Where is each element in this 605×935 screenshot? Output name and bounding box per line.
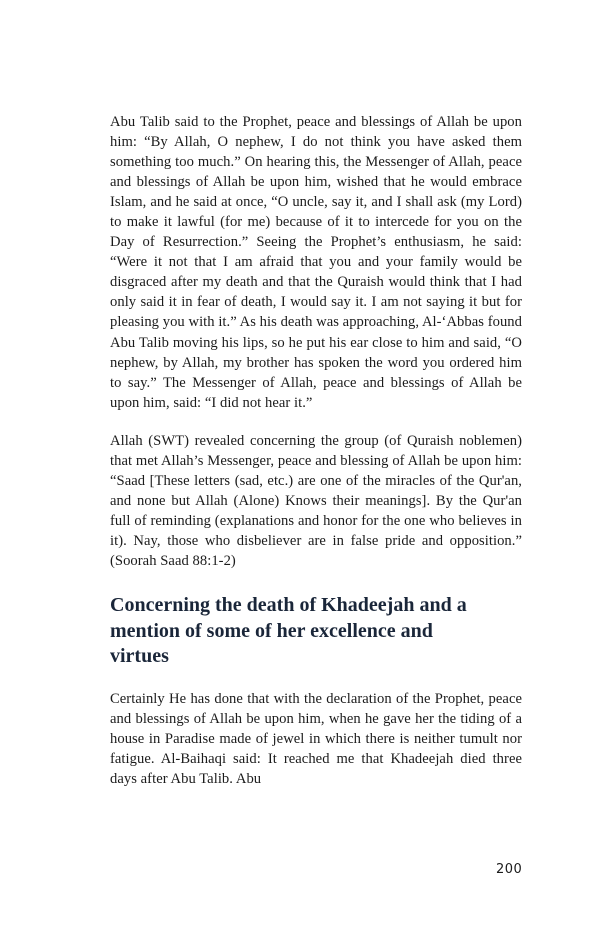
section-heading: Concerning the death of Khadeejah and a mention of some of her excellence and virtues (110, 594, 467, 668)
paragraph-abu-talib: Abu Talib said to the Prophet, peace and blessings of Allah be upon him: “By Allah, O nephew, I do not think you have asked them something too much.” On hearing this, the Messenger of Allah, peace and blessings of Allah be upon him, wished that he would embrace Islam, and he said at once, “O uncle, say it, and I shall ask (my Lord) to make it lawful (for me) because of it to intercede for you on the Day of Resurrection.” Seeing the Prophet’s enthusiasm, he said: “Were it not that I am afraid that you and your family would be disgraced after my death and that the Quraish would think that I had only said it in fear of death, I would say it. I am not saying it but for pleasing you with it.” As his death was approaching, Al-‘Abbas found Abu Talib moving his lips, so he put his ear close to him and said, “O nephew, by Allah, my brother has spoken the word you ordered him to say.” The Messenger of Allah, peace and blessings of Allah be upon him, said: “I did not hear it.” (110, 114, 522, 411)
page-number: 200 (496, 862, 523, 877)
paragraph-khadeejah: Certainly He has done that with the declaration of the Prophet, peace and blessings of Allah be upon him, when he gave her the tiding of a house in Paradise made of jewel in which there is neither tumult nor fatigue. Al-Baihaqi said: It reached me that Khadeejah died three days after Abu Talib. Abu (110, 690, 522, 787)
paragraph-quraish-noblemen: Allah (SWT) revealed concerning the group (of Quraish noblemen) that met Allah’s Messenger, peace and blessing of Allah be upon him: “Saad [These letters (sad, etc.) are one of the miracles of the Qur'an, and none but Allah (Alone) Knows their meanings]. By the Qur'an full of reminding (explanations and honor for the one who believes in it). Nay, those who disbeliever are in false pride and opposition.” (Soorah Saad 88:1-2) (110, 432, 522, 569)
page-content (110, 112, 522, 789)
